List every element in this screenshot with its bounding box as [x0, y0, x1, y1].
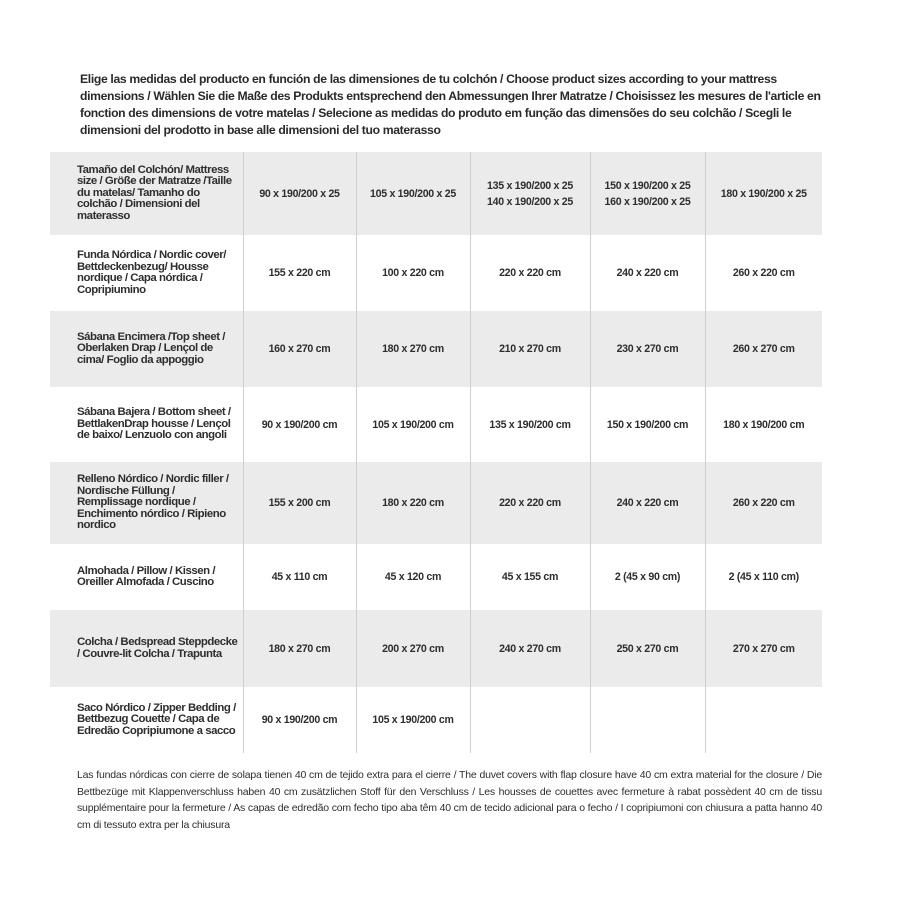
size-header-line: 180 x 190/200 x 25 [720, 187, 807, 200]
size-header-line: 135 x 190/200 x 25 [487, 179, 573, 192]
table-cell: 230 x 270 cm [590, 311, 705, 387]
row-label: Saco Nórdico / Zipper Bedding / Bettbezug Couette / Capa de Edredão Copripiumone a sacco [50, 687, 243, 753]
table-cell: 90 x 190/200 cm [243, 687, 356, 753]
table-cell: 270 x 270 cm [705, 610, 822, 687]
table-cell: 180 x 270 cm [243, 610, 356, 687]
table-cell: 240 x 220 cm [590, 462, 705, 544]
row-label: Sábana Bajera / Bottom sheet / BettlakenDrap housse / Lençol de baixo/ Lenzuolo con angoli [50, 387, 243, 462]
table-cell [705, 687, 822, 753]
table-cell: 240 x 220 cm [590, 235, 705, 311]
size-header-line: 160 x 190/200 x 25 [604, 195, 691, 208]
table-cell: 155 x 200 cm [243, 462, 356, 544]
row-label: Relleno Nórdico / Nordic filler / Nordische Füllung / Remplissage nordique / Enchimento nórdico / Ripieno nordico [50, 462, 243, 544]
size-header-cell [705, 152, 822, 235]
table-cell: 260 x 220 cm [705, 462, 822, 544]
size-header-line: 90 x 190/200 x 25 [259, 187, 340, 200]
intro-text: Elige las medidas del producto en función de las dimensiones de tu colchón / Choose product sizes according to your mattress dimensions / Wählen Sie die Maße des Produkts entsprechend den Abmessungen Ihrer Matratze / Choisissez les mesures de l'article en fonction des dimensions de votre matelas / Selecione as medidas do produto em função das dimensões do seu colchão / Scegli le dimensioni del prodotto in base alle dimensioni del tuo materasso [80, 72, 821, 137]
table-cell: 260 x 220 cm [732, 267, 795, 279]
table-row [50, 311, 822, 387]
row-label: Colcha / Bedspread Steppdecke / Couvre-lit Colcha / Trapunta [50, 610, 243, 687]
size-header-line: 140 x 190/200 x 25 [487, 195, 573, 208]
table-row [50, 544, 822, 610]
table-cell: 260 x 270 cm [705, 311, 822, 387]
table-cell: 200 x 270 cm [356, 610, 470, 687]
size-header-cell [590, 152, 705, 235]
row-label: Sábana Encimera /Top sheet / Oberlaken Drap / Lençol de cima/ Foglio da appoggio [50, 311, 243, 387]
table-row [50, 687, 822, 753]
size-header-cell [470, 152, 590, 235]
table-cell: 240 x 270 cm [470, 610, 590, 687]
row-label: Funda Nórdica / Nordic cover/ Bettdeckenbezug/ Housse nordique / Capa nórdica / Copripiumino [50, 235, 243, 311]
table-cell: 90 x 190/200 cm [243, 387, 356, 462]
closure-note: Las fundas nórdicas con cierre de solapa tienen 40 cm de tejido extra para el cierre / The duvet covers with flap closure have 40 cm extra material for the closure / Die Bettbezüge mit Klappenverschluss haben 40 cm zusätzlichen Stoff für den Verschluss / Les housses de couettes avec fermeture à rabat possèdent 40 cm de tissu supplémentaire pour la fermeture / As capas de edredão com fecho tipo aba têm 40 cm de tecido adicional para o fecho / I copripiumoni con chiusura a patta hanno 40 cm di tessuto extra per la chiusura [77, 769, 822, 831]
table-cell: 155 x 220 cm [243, 235, 356, 311]
table-cell: 180 x 190/200 cm [723, 418, 805, 431]
table-cell: 160 x 270 cm [243, 311, 356, 387]
table-cell: 180 x 270 cm [356, 311, 470, 387]
size-header-line: 150 x 190/200 x 25 [604, 179, 691, 192]
table-cell: 220 x 220 cm [470, 235, 590, 311]
table-cell: 180 x 220 cm [356, 462, 470, 544]
table-cell: 100 x 220 cm [356, 235, 470, 311]
table-cell: 45 x 110 cm [243, 544, 356, 610]
table-row [50, 610, 822, 687]
size-header-line: 105 x 190/200 x 25 [370, 187, 456, 200]
row-label: Almohada / Pillow / Kissen / Oreiller Almofada / Cuscino [50, 544, 243, 610]
table-cell: 105 x 190/200 cm [356, 687, 470, 753]
table-row [50, 235, 822, 311]
table-cell: 250 x 270 cm [590, 610, 705, 687]
table-cell: 45 x 155 cm [470, 544, 590, 610]
table-row [50, 387, 822, 462]
table-cell: 135 x 190/200 cm [470, 387, 590, 462]
mattress-size-label: Tamaño del Colchón/ Mattress size / Größe der Matratze /Taille du matelas/ Tamanho do colchão / Dimensioni del materasso [50, 152, 243, 235]
size-header-cell [243, 152, 356, 235]
table-cell: 220 x 220 cm [470, 462, 590, 544]
table-cell [590, 687, 705, 753]
table-cell: 45 x 120 cm [356, 544, 470, 610]
size-header-cell [356, 152, 470, 235]
header-row [50, 152, 822, 235]
table-cell [470, 687, 590, 753]
table-cell: 210 x 270 cm [470, 311, 590, 387]
table-cell: 150 x 190/200 cm [590, 387, 705, 462]
table-cell: 2 (45 x 90 cm) [590, 544, 705, 610]
table-row [50, 462, 822, 544]
table-cell: 2 (45 x 110 cm) [728, 571, 799, 583]
size-table [50, 152, 822, 753]
table-cell: 105 x 190/200 cm [356, 387, 470, 462]
